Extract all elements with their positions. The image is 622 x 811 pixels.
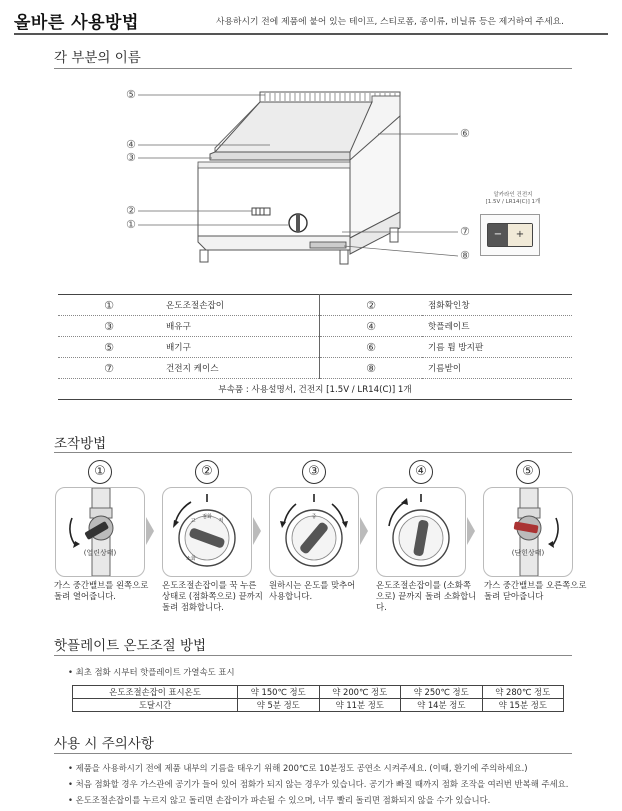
table-row: ③ 배유구 ④ 핫플레이트 bbox=[58, 316, 572, 337]
valve-icon bbox=[56, 488, 144, 576]
step-number-3: ③ bbox=[302, 460, 326, 484]
battery-minus: − bbox=[488, 224, 508, 246]
step-4-caption: 온도조절손잡이를 (소화쪽으로) 끝까지 돌려 소화합니다. bbox=[376, 580, 477, 612]
hotplate-bullet: • 최초 점화 시부터 핫플레이트 가열속도 표시 bbox=[68, 667, 235, 677]
callout-4: ④ bbox=[126, 138, 136, 151]
caution-note: • 온도조절손잡이를 누르지 않고 돌리면 손잡이가 파손될 수 있으며, 너무 빨리 돌리면 점화되지 않을 수가 있습니다. bbox=[68, 795, 491, 805]
step-arrow-icon bbox=[253, 517, 261, 545]
operation-section-title: 조작방법 bbox=[54, 436, 107, 452]
battery-label: 알카라인 건전지 [1.5V / LR14(C)] 1개 bbox=[485, 192, 541, 205]
table-row bbox=[58, 379, 572, 400]
knob-label-off: 소화 bbox=[186, 556, 196, 562]
knob-dial-icon bbox=[377, 488, 465, 576]
step-2-ignite bbox=[162, 487, 252, 577]
table-row: ⑤ 배기구 ⑥ 기름 튐 방지판 bbox=[58, 337, 572, 358]
header-note: 사용하시기 전에 제품에 붙어 있는 테이프, 스티로폼, 종이류, 비닐류 등은 제거하여 주세요. bbox=[216, 17, 564, 27]
caution-note: • 제품을 사용하시기 전에 제품 내부의 기름을 태우기 위해 200℃로 10분정도 공연소 시켜주세요. (이때, 환기에 주의하세요.) bbox=[68, 763, 528, 773]
hotplate-illustration bbox=[110, 78, 510, 278]
battery-plus: + bbox=[508, 224, 532, 246]
table-row: ⑦ 건전지 케이스 ⑧ 기름받이 bbox=[58, 358, 572, 379]
step-2-caption: 온도조절손잡이를 꾹 누른 상태로 (점화쪽으로) 끝까지 돌려 점화합니다. bbox=[162, 580, 263, 612]
knob-label-high: 고 bbox=[190, 518, 196, 524]
step-number-4: ④ bbox=[409, 460, 433, 484]
step-1-caption: 가스 중간밸브를 왼쪽으로 돌려 열어줍니다. bbox=[54, 580, 149, 601]
step-arrow-icon bbox=[360, 517, 368, 545]
hotplate-section-title: 핫플레이트 온도조절 방법 bbox=[54, 638, 207, 654]
callout-8: ⑧ bbox=[460, 249, 470, 262]
table-row: 온도조절손잡이 표시온도 약 150℃ 정도 약 200℃ 정도 약 250℃ 정도 약 280℃ 정도 bbox=[73, 686, 564, 699]
table-row: 도달시간 약 5분 정도 약 11분 정도 약 14분 정도 약 15분 정도 bbox=[73, 699, 564, 712]
step-5-tag: (닫힌상태) bbox=[511, 549, 545, 557]
step-number-5: ⑤ bbox=[516, 460, 540, 484]
heating-time-table bbox=[72, 685, 564, 712]
step-3-caption: 원하시는 온도를 맞추어 사용합니다. bbox=[269, 580, 356, 601]
caution-section-title: 사용 시 주의사항 bbox=[54, 736, 154, 752]
callout-5: ⑤ bbox=[126, 88, 136, 101]
table-row: ① 온도조절손잡이 ② 점화확인창 bbox=[58, 295, 572, 316]
step-3-adjust bbox=[269, 487, 359, 577]
parts-section-divider bbox=[54, 68, 572, 69]
operation-section-divider bbox=[54, 452, 572, 453]
step-number-1: ① bbox=[88, 460, 112, 484]
step-number-2: ② bbox=[195, 460, 219, 484]
callout-7: ⑦ bbox=[460, 225, 470, 238]
hotplate-section-divider bbox=[54, 655, 572, 656]
callout-3: ③ bbox=[126, 151, 136, 164]
parts-table bbox=[58, 294, 572, 400]
accessories-text: 부속품 : 사용설명서, 건전지 [1.5V / LR14(C)] 1개 bbox=[58, 379, 572, 400]
page-title: 올바른 사용방법 bbox=[14, 13, 139, 33]
parts-section-title: 각 부분의 이름 bbox=[54, 50, 141, 66]
knob-label-mid: 중 bbox=[311, 514, 317, 520]
step-1-valve-open bbox=[55, 487, 145, 577]
valve-icon bbox=[484, 488, 572, 576]
battery-case-inset bbox=[480, 214, 540, 256]
caution-note: • 처음 점화할 경우 가스관에 공기가 들어 있어 점화가 되지 않는 경우가 있습니다. 공기가 빠질 때까지 점화 조작을 여러번 반복해 주세요. bbox=[68, 779, 569, 789]
step-5-valve-closed bbox=[483, 487, 573, 577]
step-1-tag: (열린상태) bbox=[83, 549, 117, 557]
step-5-caption: 가스 중간밸브를 오른쪽으로 돌려 닫아줍니다 bbox=[484, 580, 587, 601]
knob-dial-icon bbox=[270, 488, 358, 576]
knob-label-low: 저 bbox=[218, 518, 224, 524]
header-divider bbox=[14, 33, 608, 35]
step-arrow-icon bbox=[146, 517, 154, 545]
callout-1: ① bbox=[126, 218, 136, 231]
callout-2: ② bbox=[126, 204, 136, 217]
caution-section-divider bbox=[54, 753, 572, 754]
step-4-extinguish bbox=[376, 487, 466, 577]
step-arrow-icon bbox=[467, 517, 475, 545]
knob-label-ignite: 점화 bbox=[202, 514, 212, 520]
callout-6: ⑥ bbox=[460, 127, 470, 140]
knob-dial-icon bbox=[163, 488, 251, 576]
